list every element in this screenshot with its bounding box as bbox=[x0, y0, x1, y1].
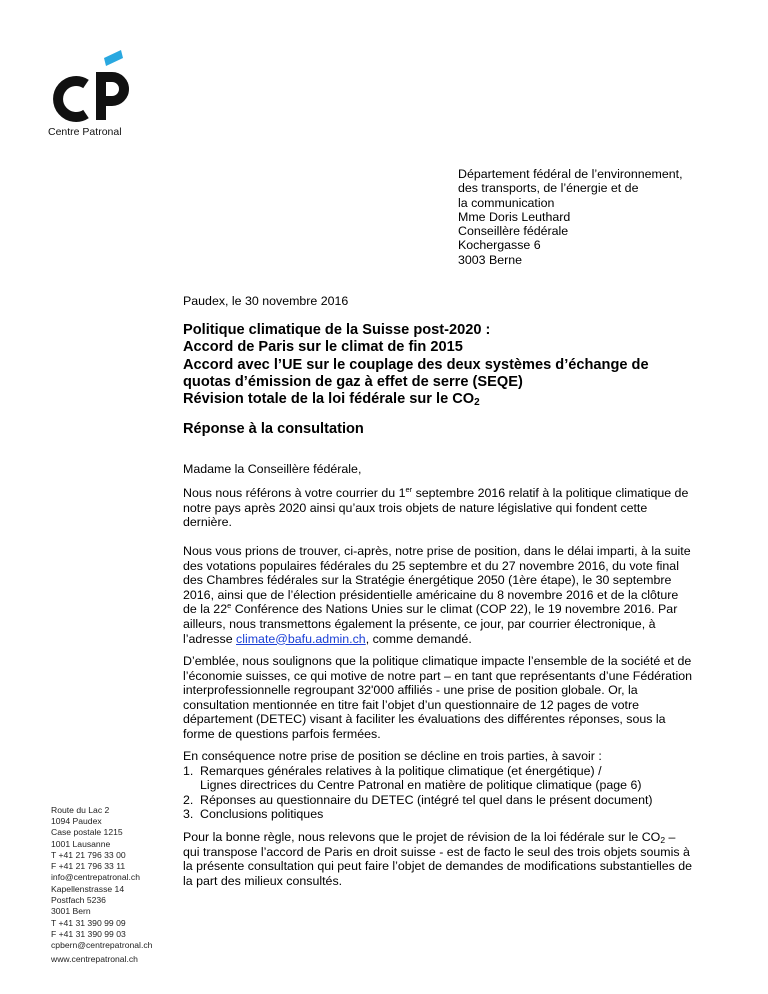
paragraph-line: des votations populaires fédérales du 25 septembre et du 27 novembre 2016, du vote final bbox=[183, 558, 679, 573]
sidebar-line: 1001 Lausanne bbox=[51, 838, 111, 849]
sidebar-line: F +41 31 390 99 03 bbox=[51, 928, 126, 939]
paragraph-3 bbox=[183, 654, 723, 742]
sidebar-bern-address bbox=[51, 884, 152, 951]
title-line bbox=[183, 391, 649, 411]
paragraph-line: ailleurs, nous transmettons également la présente, ce jour, par courrier électronique, à bbox=[183, 616, 656, 631]
superscript: e bbox=[227, 601, 232, 611]
list-item bbox=[183, 764, 723, 779]
list-item bbox=[183, 778, 723, 793]
paragraph-4 bbox=[183, 749, 723, 822]
superscript: er bbox=[405, 485, 413, 494]
subscript: 2 bbox=[660, 835, 666, 845]
sidebar-email[interactable]: info@centrepatronal.ch bbox=[51, 872, 140, 883]
paragraph-line bbox=[183, 830, 723, 845]
title-line: Accord de Paris sur le climat de fin 2015 bbox=[183, 339, 463, 356]
list-text: Lignes directrices du Centre Patronal en matière de politique climatique (page 6) bbox=[200, 778, 642, 793]
salutation: Madame la Conseillère fédérale, bbox=[183, 462, 362, 476]
sidebar-line: 1094 Paudex bbox=[51, 816, 102, 827]
title-line: quotas d’émission de gaz à effet de serre (SEQE) bbox=[183, 373, 523, 390]
letter-title bbox=[183, 322, 649, 411]
address-line: Kochergasse 6 bbox=[458, 238, 541, 253]
text: , comme demandé. bbox=[365, 631, 472, 646]
title-line: Politique climatique de la Suisse post-2020 : bbox=[183, 322, 491, 338]
paragraph-2 bbox=[183, 544, 723, 646]
letter-date: Paudex, le 30 novembre 2016 bbox=[183, 294, 349, 308]
paragraph-1 bbox=[183, 486, 723, 530]
text: – bbox=[665, 830, 676, 844]
list-number: 3. bbox=[183, 807, 194, 822]
sidebar-email[interactable]: cpbern@centrepatronal.ch bbox=[51, 940, 153, 951]
paragraph-line: la présente consultation qui peut faire l’objet de demandes de modifications substantielles de bbox=[183, 859, 693, 874]
paragraph-line: la part des milieux consultés. bbox=[183, 873, 343, 888]
logo-letter-c bbox=[58, 81, 86, 117]
address-line: des transports, de l’énergie et de bbox=[458, 181, 639, 196]
sidebar-line: Kapellenstrasse 14 bbox=[51, 884, 125, 894]
list-text: Réponses au questionnaire du DETEC (intégré tel quel dans le présent document) bbox=[200, 792, 653, 807]
text: septembre 2016 relatif à la politique climatique de bbox=[412, 486, 689, 500]
address-line: Conseillère fédérale bbox=[458, 224, 569, 239]
paragraph-5 bbox=[183, 830, 723, 888]
list-text: Conclusions politiques bbox=[200, 807, 324, 822]
paragraph-line: qui transpose l’accord de Paris en droit suisse - est de facto le seul des trois objets soumis à bbox=[183, 844, 690, 859]
sidebar-line: Route du Lac 2 bbox=[51, 805, 110, 815]
paragraph-line: Nous vous prions de trouver, ci-après, notre prise de position, dans le délai imparti, à la suite bbox=[183, 544, 691, 558]
paragraph-line: forme de questions parfois fermées. bbox=[183, 726, 381, 741]
recipient-address bbox=[458, 167, 683, 267]
sidebar-line: Case postale 1215 bbox=[51, 827, 123, 838]
sidebar-website[interactable]: www.centrepatronal.ch bbox=[51, 954, 138, 964]
sidebar-line: Postfach 5236 bbox=[51, 895, 106, 906]
paragraph-line: notre pays après 2020 ainsi qu’aux trois objets de nature législative qui fondent cette bbox=[183, 500, 648, 515]
address-line: la communication bbox=[458, 195, 555, 210]
paragraph-line: 2016, ainsi que de l’élection présidentielle américaine du 8 novembre 2016 et de la clôture bbox=[183, 587, 679, 602]
paragraph-line: des Chambres fédérales sur la Stratégie énergétique 2050 (1ère étape), le 30 septembre bbox=[183, 573, 672, 588]
paragraph-line: interprofessionnelle regroupant 32'000 affiliés - une prise de position globale. Or, la bbox=[183, 683, 638, 698]
paragraph-line: département (DETEC) visant à faciliter les évaluations des différentes réponses, sous la bbox=[183, 712, 666, 727]
paragraph-line bbox=[183, 602, 723, 617]
paragraph-line: D’emblée, nous soulignons que la politique climatique impacte l’ensemble de la société et de bbox=[183, 654, 692, 668]
email-link[interactable]: climate@bafu.admin.ch bbox=[236, 631, 366, 646]
logo-name: Centre Patronal bbox=[48, 126, 122, 138]
paragraph-line: l’économie suisses, ce qui motive de notre part – en tant que représentants d’une Fédération bbox=[183, 668, 693, 683]
list-number: 2. bbox=[183, 792, 194, 807]
paragraph-line: dernière. bbox=[183, 515, 232, 530]
sidebar-line: T +41 31 390 99 09 bbox=[51, 917, 126, 928]
sidebar-line: F +41 21 796 33 11 bbox=[51, 861, 126, 872]
address-line: Mme Doris Leuthard bbox=[458, 209, 571, 224]
text: Conférence des Nations Unies sur le climat (COP 22), le 19 novembre 2016. Par bbox=[231, 602, 678, 617]
address-line: Département fédéral de l’environnement, bbox=[458, 167, 683, 181]
list-item bbox=[183, 807, 723, 822]
paragraph-line: consultation mentionnée en titre fait l’objet d’un questionnaire de 12 pages de votre bbox=[183, 697, 640, 712]
paragraph-line bbox=[183, 486, 723, 501]
title-text: Révision totale de la loi fédérale sur le CO bbox=[183, 391, 475, 408]
letter-subtitle: Réponse à la consultation bbox=[183, 421, 364, 437]
text: Pour la bonne règle, nous relevons que le projet de révision de la loi fédérale sur le CO bbox=[183, 830, 661, 844]
list-text: Remarques générales relatives à la politique climatique (et énergétique) / bbox=[200, 763, 602, 778]
sidebar-line: 3001 Bern bbox=[51, 906, 91, 917]
list-number bbox=[183, 778, 200, 793]
text: l’adresse bbox=[183, 631, 237, 646]
sidebar-line: T +41 21 796 33 00 bbox=[51, 849, 126, 860]
text: de la 22 bbox=[183, 602, 228, 617]
list-item bbox=[183, 793, 723, 808]
paragraph-line: En conséquence notre prise de position se décline en trois parties, à savoir : bbox=[183, 749, 602, 763]
list-number: 1. bbox=[183, 763, 194, 778]
title-line: Accord avec l’UE sur le couplage des deux systèmes d’échange de bbox=[183, 356, 649, 373]
paragraph-line bbox=[183, 632, 723, 647]
text: Nous nous référons à votre courrier du 1 bbox=[183, 486, 406, 500]
title-subscript: 2 bbox=[474, 397, 480, 409]
logo-accent-mark bbox=[104, 50, 123, 66]
sidebar-paudex-address bbox=[51, 805, 140, 883]
address-line: 3003 Berne bbox=[458, 252, 523, 267]
